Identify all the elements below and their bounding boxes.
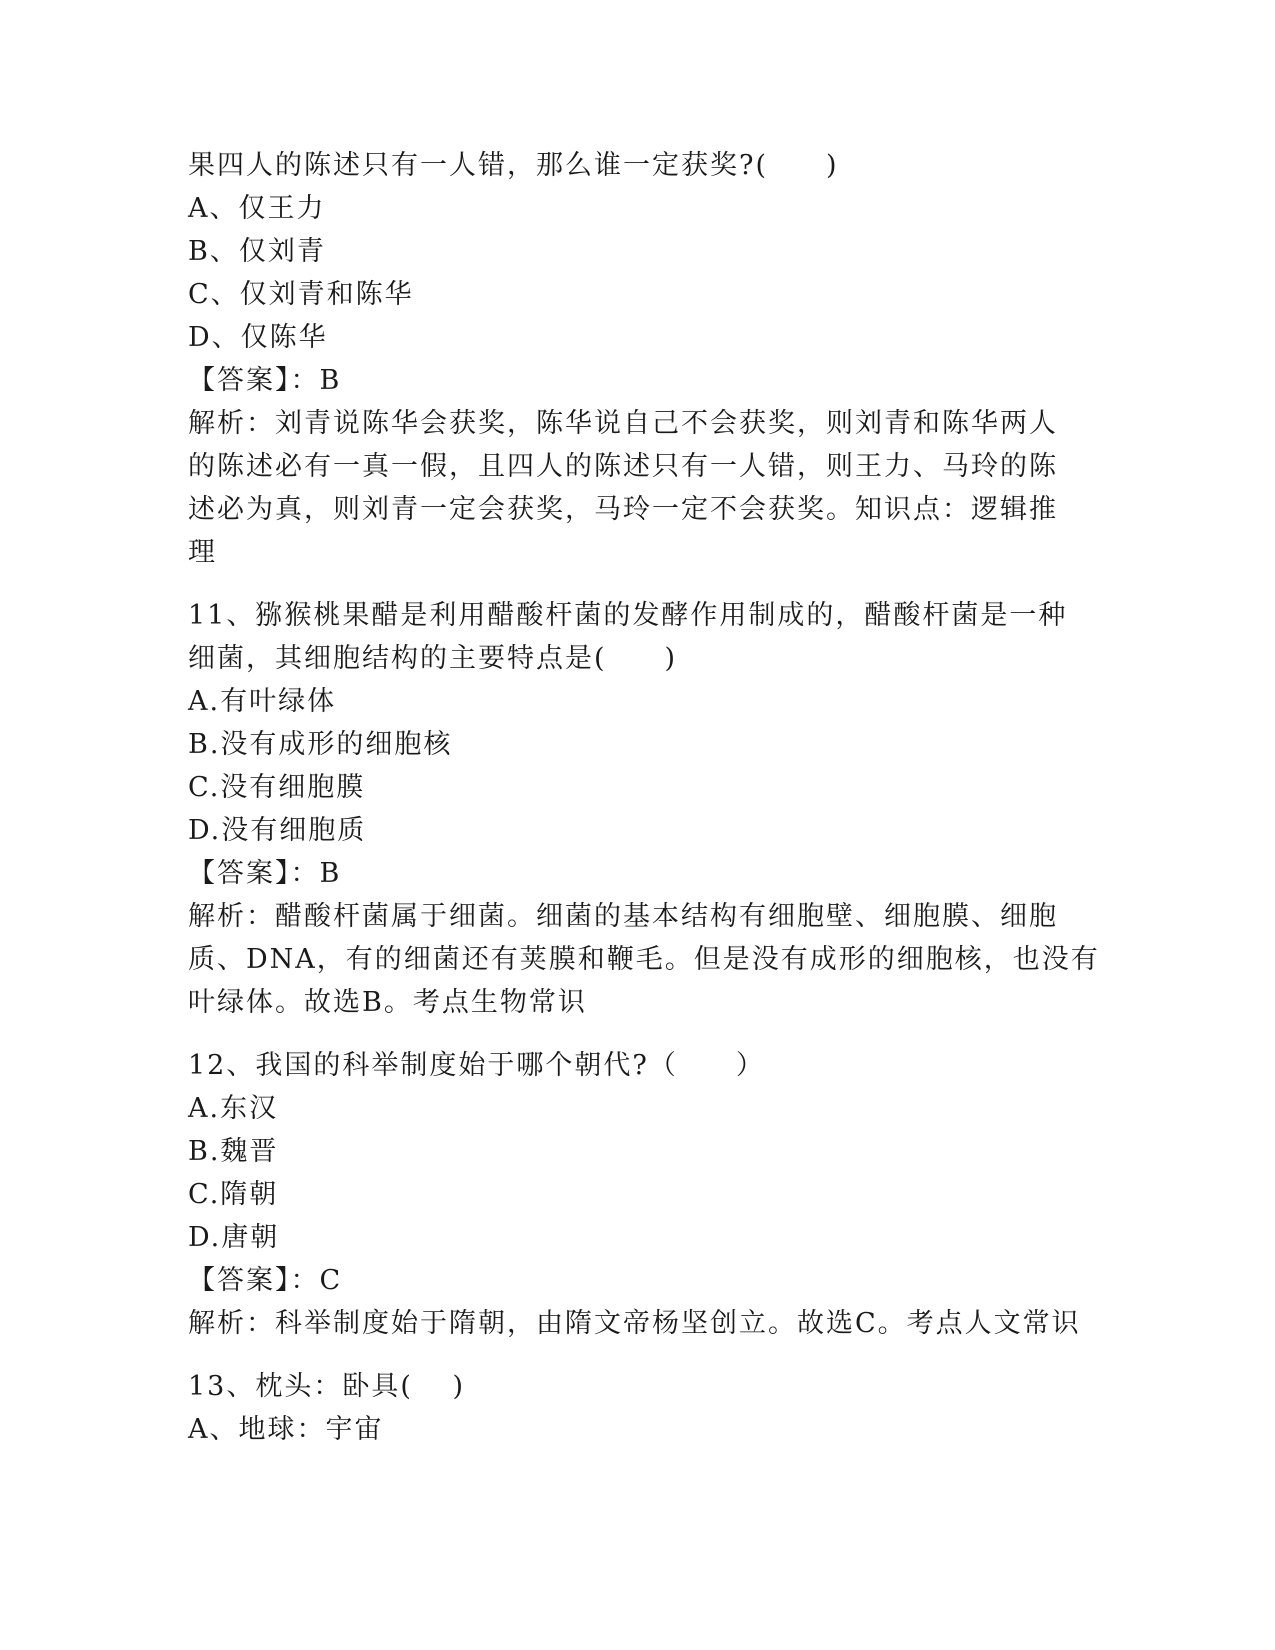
option-d: D.唐朝 (188, 1222, 280, 1253)
question-stem: 果四人的陈述只有一人错，那么谁一定获奖?( ) (188, 150, 839, 181)
analysis-line: 解析：醋酸杆菌属于细菌。细菌的基本结构有细胞壁、细胞膜、细胞 (188, 901, 1058, 932)
question-stem: 13、枕头：卧具( ) (188, 1371, 466, 1402)
analysis (188, 1302, 1088, 1345)
answer: 【答案】：B (188, 365, 342, 396)
analysis-line: 叶绿体。故选B。考点生物常识 (188, 987, 587, 1018)
question-11 (188, 594, 1100, 1024)
question-stem: 11、猕猴桃果醋是利用醋酸杆菌的发酵作用制成的，醋酸杆菌是一种 (188, 600, 1068, 631)
option-a: A、地球：宇宙 (188, 1414, 384, 1445)
question-stem: 细菌，其细胞结构的主要特点是( ) (188, 643, 678, 674)
analysis-line: 的陈述必有一真一假，且四人的陈述只有一人错，则王力、马玲的陈 (188, 451, 1058, 482)
analysis (188, 402, 1088, 574)
option-a: A.东汉 (188, 1093, 279, 1124)
option-d: D.没有细胞质 (188, 815, 367, 846)
question-gap (188, 1345, 1088, 1365)
option-a: A.有叶绿体 (188, 686, 337, 717)
question-gap (188, 1024, 1088, 1044)
question-12 (188, 1044, 1088, 1345)
analysis-line: 述必为真，则刘青一定会获奖，马玲一定不会获奖。知识点：逻辑推 (188, 494, 1058, 525)
analysis (188, 895, 1100, 1024)
document-body (188, 144, 1100, 1451)
option-b: B.魏晋 (188, 1136, 279, 1167)
answer: 【答案】：B (188, 858, 342, 889)
option-c: C.没有细胞膜 (188, 772, 366, 803)
question-gap (188, 574, 1088, 594)
analysis-line: 理 (188, 537, 217, 568)
option-b: B、仅刘青 (188, 236, 326, 267)
answer: 【答案】：C (188, 1265, 343, 1296)
option-c: C.隋朝 (188, 1179, 279, 1210)
option-b: B.没有成形的细胞核 (188, 729, 453, 760)
question-stem: 12、我国的科举制度始于哪个朝代?（ ） (188, 1050, 765, 1081)
analysis-line: 质、DNA，有的细菌还有荚膜和鞭毛。但是没有成形的细胞核，也没有 (188, 944, 1100, 975)
option-c: C、仅刘青和陈华 (188, 279, 414, 310)
question-10 (188, 144, 1088, 574)
analysis-line: 解析：刘青说陈华会获奖，陈华说自己不会获奖，则刘青和陈华两人 (188, 408, 1058, 439)
question-13 (188, 1365, 1088, 1451)
analysis-line: 解析：科举制度始于隋朝，由隋文帝杨坚创立。故选C。考点人文常识 (188, 1308, 1081, 1339)
option-d: D、仅陈华 (188, 322, 328, 353)
option-a: A、仅王力 (188, 193, 326, 224)
